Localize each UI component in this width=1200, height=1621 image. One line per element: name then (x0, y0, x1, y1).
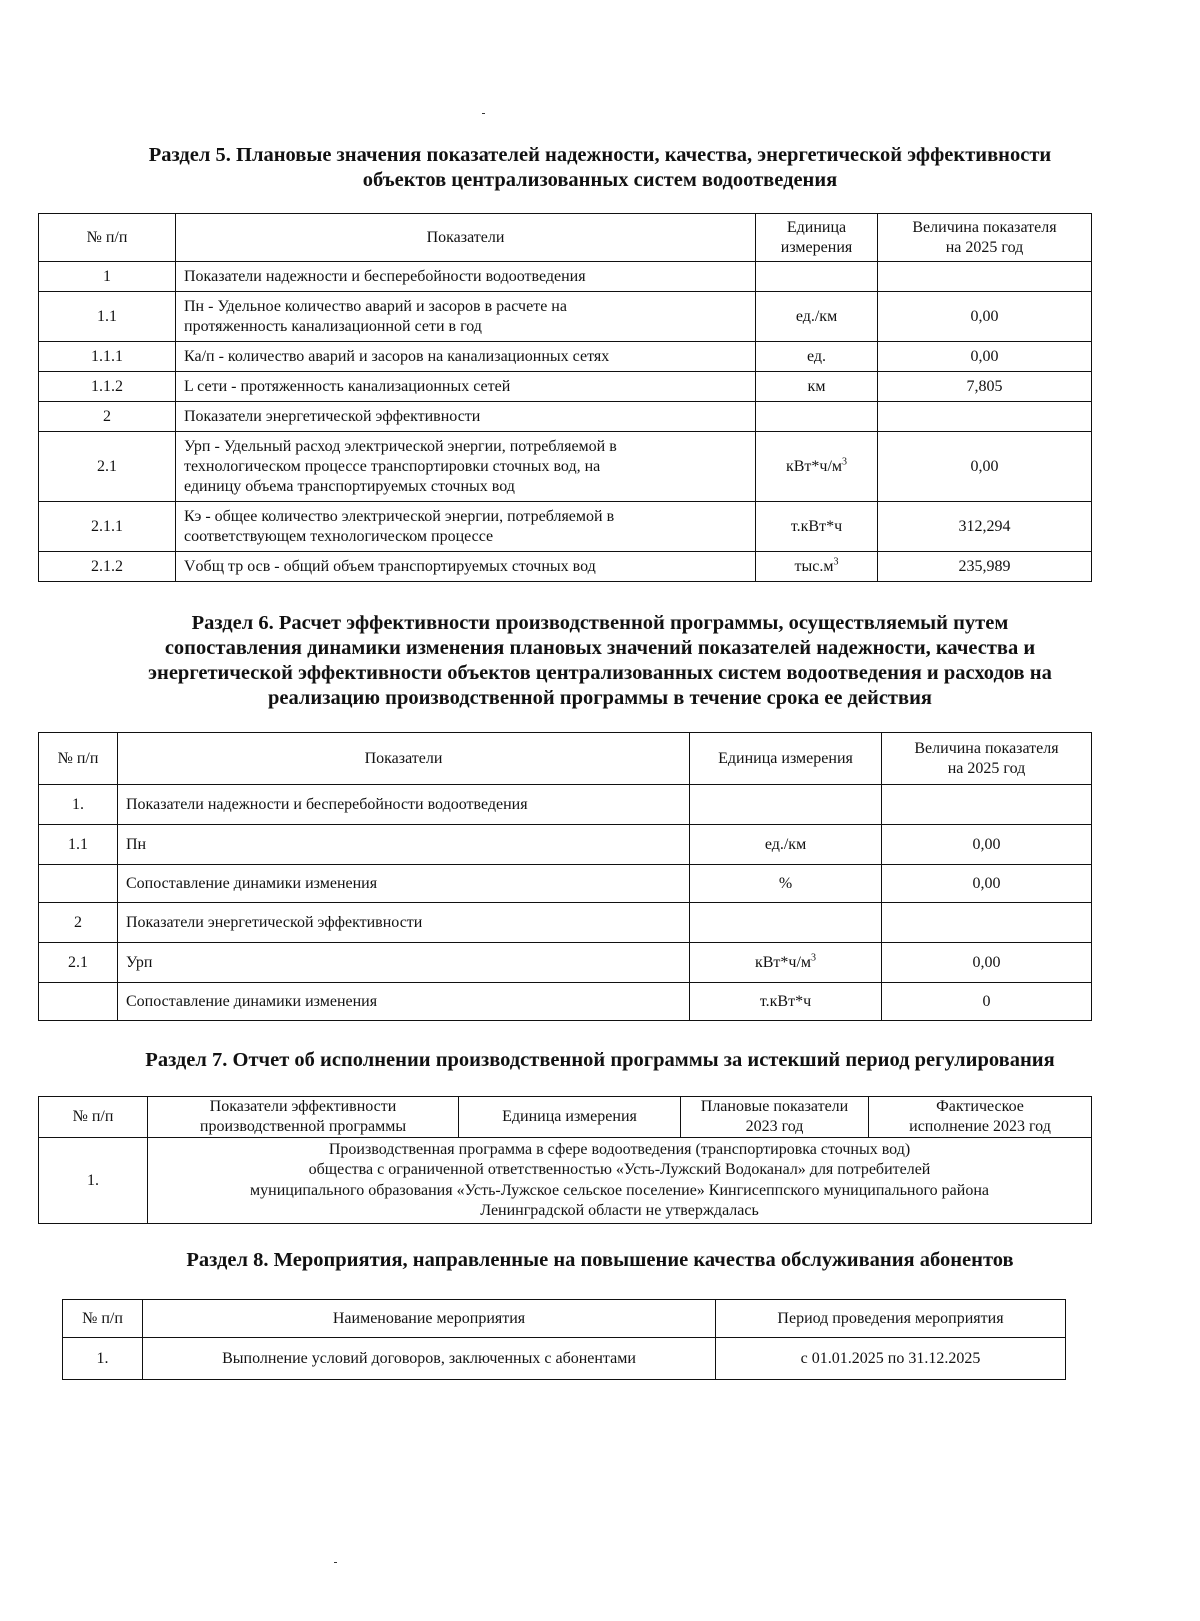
row-text (148, 1138, 1092, 1224)
row-indicator (176, 292, 756, 342)
row-num: 2.1.2 (39, 552, 176, 582)
row-indicator (176, 402, 756, 432)
section6-title-line1: Раздел 6. Расчет эффективности производственной программы, осуществляемый путем (191, 612, 1009, 634)
header-fact (869, 1097, 1092, 1138)
row-indicator (176, 372, 756, 402)
row-value: 7,805 (878, 372, 1092, 402)
section6-title (40, 611, 1160, 711)
table-header-row (39, 733, 1092, 785)
table-row (39, 983, 1092, 1021)
row-indicator-line: Урп - Удельный расход электрической энергии, потребляемой в (184, 437, 617, 455)
row-indicator-line: Vобщ тр осв - общий объем транспортируемых сточных вод (184, 557, 596, 575)
table-row (39, 262, 1092, 292)
row-text-line4: Ленинградской области не утверждалась (480, 1202, 759, 1219)
header-plan (681, 1097, 869, 1138)
header-fact-line1: Фактическое (936, 1098, 1024, 1115)
row-indicator (176, 502, 756, 552)
row-indicator: Сопоставление динамики изменения (118, 983, 690, 1021)
row-unit-superscript: 3 (842, 456, 848, 468)
row-unit-text: ед./км (795, 307, 838, 325)
row-unit (756, 552, 878, 582)
row-unit-text: км (807, 377, 826, 395)
header-plan-line1: Плановые показатели (700, 1098, 849, 1115)
section6-title-line2: сопоставления динамики изменения плановых значений показателей надежности, качества и (164, 637, 1036, 659)
row-unit (690, 943, 882, 983)
header-unit: Единица измерения (690, 733, 882, 785)
header-value-line2: на 2025 год (945, 238, 1024, 256)
row-indicator: Урп (118, 943, 690, 983)
row-unit (756, 372, 878, 402)
header-num: № п/п (39, 1097, 148, 1138)
header-period: Период проведения мероприятия (716, 1300, 1066, 1338)
section5-title (40, 143, 1160, 193)
row-unit-text: ед. (806, 347, 827, 365)
row-num: 1. (39, 1138, 148, 1224)
row-unit-text: ед./км (764, 835, 807, 853)
table-row (39, 432, 1092, 502)
section7-table (38, 1096, 1092, 1224)
table-row (39, 292, 1092, 342)
row-unit-text: кВт*ч/м (785, 457, 843, 475)
row-unit (690, 865, 882, 903)
scan-speck (482, 113, 485, 114)
row-value: 235,989 (878, 552, 1092, 582)
row-indicator-line: Показатели энергетической эффективности (184, 407, 481, 425)
header-value (882, 733, 1092, 785)
row-value (882, 785, 1092, 825)
row-indicator (176, 262, 756, 292)
row-num: 1.1.1 (39, 342, 176, 372)
row-indicator: Показатели надежности и бесперебойности водоотведения (118, 785, 690, 825)
table-row (39, 552, 1092, 582)
row-unit (756, 402, 878, 432)
header-value-line2: на 2025 год (947, 759, 1026, 777)
header-value-line1: Величина показателя (914, 739, 1059, 757)
header-name: Наименование мероприятия (143, 1300, 716, 1338)
table-row (39, 785, 1092, 825)
row-unit-text: тыс.м (794, 557, 834, 575)
table-row (39, 342, 1092, 372)
header-indicator-line1: Показатели эффективности (209, 1098, 397, 1115)
header-num: № п/п (39, 214, 176, 262)
scan-speck (334, 1562, 337, 1563)
row-value (878, 262, 1092, 292)
section8-title: Раздел 8. Мероприятия, направленные на повышение качества обслуживания абонентов (186, 1249, 1014, 1271)
row-num: 1. (63, 1338, 143, 1380)
header-indicator-line2: производственной программы (199, 1118, 407, 1135)
row-num: 1.1.2 (39, 372, 176, 402)
row-unit (756, 502, 878, 552)
row-num: 1.1 (39, 825, 118, 865)
row-value (878, 402, 1092, 432)
row-unit (756, 342, 878, 372)
table-header-row (39, 214, 1092, 262)
header-num: № п/п (63, 1300, 143, 1338)
table-row (39, 903, 1092, 943)
row-indicator: Пн (118, 825, 690, 865)
row-unit-text: % (778, 874, 793, 892)
section5-table (38, 213, 1092, 582)
row-value (882, 903, 1092, 943)
header-plan-line2: 2023 год (745, 1118, 804, 1135)
table-row (39, 502, 1092, 552)
section5-title-line1: Раздел 5. Плановые значения показателей надежности, качества, энергетической эффективности (148, 144, 1052, 166)
row-name: Выполнение условий договоров, заключенных с абонентами (143, 1338, 716, 1380)
row-num: 1 (39, 262, 176, 292)
row-value: 0,00 (878, 292, 1092, 342)
row-indicator: Показатели энергетической эффективности (118, 903, 690, 943)
row-num: 2 (39, 402, 176, 432)
row-num: 1. (39, 785, 118, 825)
table-row (63, 1338, 1066, 1380)
table-row (39, 943, 1092, 983)
row-period: с 01.01.2025 по 31.12.2025 (716, 1338, 1066, 1380)
row-unit (690, 785, 882, 825)
row-value: 0,00 (882, 865, 1092, 903)
header-value (878, 214, 1092, 262)
row-indicator-line: единицу объема транспортируемых сточных вод (184, 477, 515, 495)
table-row (39, 865, 1092, 903)
row-indicator-line: Кэ - общее количество электрической энергии, потребляемой в (184, 507, 615, 525)
row-indicator-line: соответствующем технологическом процессе (184, 527, 494, 545)
row-num: 2 (39, 903, 118, 943)
row-indicator-line: L сети - протяженность канализационных сетей (184, 377, 511, 395)
row-unit-text: кВт*ч/м (754, 953, 812, 971)
row-unit (690, 983, 882, 1021)
row-value: 0 (882, 983, 1092, 1021)
table-row (39, 372, 1092, 402)
row-unit-text: т.кВт*ч (759, 992, 812, 1010)
row-indicator (176, 342, 756, 372)
row-num: 2.1 (39, 943, 118, 983)
row-indicator-line: Пн - Удельное количество аварий и засоров в расчете на (184, 297, 567, 315)
row-unit-superscript: 3 (811, 952, 817, 964)
row-num: 1.1 (39, 292, 176, 342)
row-indicator (176, 432, 756, 502)
header-unit-line1: Единица (786, 218, 847, 236)
table-header-row (63, 1300, 1066, 1338)
row-unit (756, 262, 878, 292)
row-unit-superscript: 3 (833, 556, 839, 568)
section7-title: Раздел 7. Отчет об исполнении производственной программы за истекший период регулирования (145, 1049, 1055, 1071)
table-row (39, 402, 1092, 432)
row-num: 2.1.1 (39, 502, 176, 552)
section6-title-line4: реализацию производственной программы в течение срока ее действия (268, 687, 932, 709)
section8-table (62, 1299, 1066, 1380)
row-value: 0,00 (882, 825, 1092, 865)
row-indicator (176, 552, 756, 582)
row-indicator-line: протяженность канализационной сети в год (184, 317, 482, 335)
row-text-line3: муниципального образования «Усть-Лужское сельское поселение» Кингисеппского муниципального района (250, 1181, 989, 1199)
row-num: 2.1 (39, 432, 176, 502)
row-value: 312,294 (878, 502, 1092, 552)
header-indicator: Показатели (118, 733, 690, 785)
table-row (39, 1138, 1092, 1224)
header-num: № п/п (39, 733, 118, 785)
row-unit (690, 903, 882, 943)
section6-title-line3: энергетической эффективности объектов централизованных систем водоотведения и расходов на (148, 662, 1052, 684)
header-indicator (148, 1097, 459, 1138)
header-fact-line2: исполнение 2023 год (909, 1118, 1051, 1135)
header-unit (756, 214, 878, 262)
row-num (39, 983, 118, 1021)
row-value: 0,00 (882, 943, 1092, 983)
section6-table (38, 732, 1092, 1021)
row-text-line2: общества с ограниченной ответственностью «Усть-Лужский Водоканал» для потребителей (308, 1161, 931, 1178)
row-unit (756, 292, 878, 342)
header-unit: Единица измерения (459, 1097, 681, 1138)
section5-title-line2: объектов централизованных систем водоотведения (362, 169, 838, 191)
table-row (39, 825, 1092, 865)
row-indicator-line: технологическом процессе транспортировки сточных вод, на (184, 457, 601, 475)
row-indicator-line: Ка/п - количество аварий и засоров на канализационных сетях (184, 347, 610, 365)
header-indicator: Показатели (176, 214, 756, 262)
header-unit-line2: измерения (780, 238, 853, 256)
row-indicator: Сопоставление динамики изменения (118, 865, 690, 903)
row-indicator-line: Показатели надежности и бесперебойности водоотведения (184, 267, 586, 285)
row-unit (756, 432, 878, 502)
row-unit-text: т.кВт*ч (790, 517, 843, 535)
row-unit (690, 825, 882, 865)
row-num (39, 865, 118, 903)
table-header-row (39, 1097, 1092, 1138)
row-value: 0,00 (878, 342, 1092, 372)
row-text-line1: Производственная программа в сфере водоотведения (транспортировка сточных вод) (328, 1140, 911, 1158)
header-value-line1: Величина показателя (912, 218, 1057, 236)
row-value: 0,00 (878, 432, 1092, 502)
